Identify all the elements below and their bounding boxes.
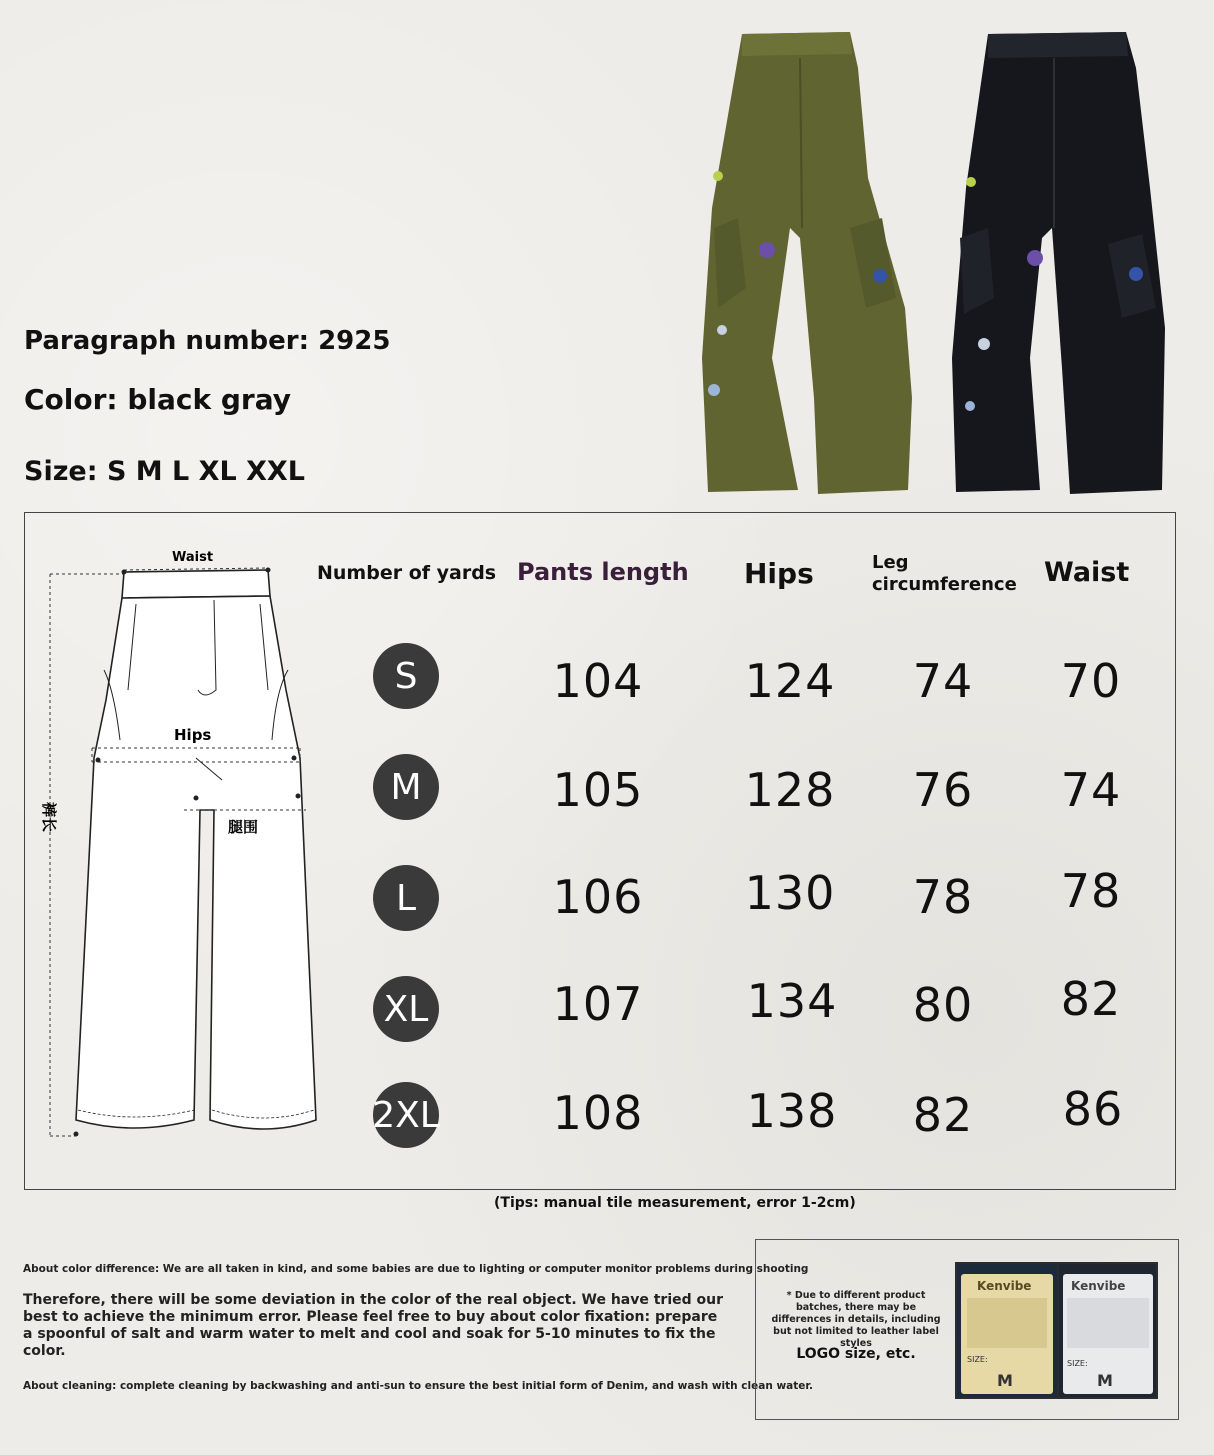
flower-icon [873,269,887,283]
flower-icon [965,401,975,411]
tan-care-label [961,1274,1053,1394]
color-difference-body: Therefore, there will be some deviation in the color of the real object. We have tried our best to achieve the minimum error. Please feel free to buy about color fixation: prepare a spoonful of salt and warm water to melt and cool and soak for 5-10 minutes to fix the color. [23,1292,724,1359]
header-hips: Hips [744,557,814,590]
waist-value: 82 [1060,972,1122,1026]
header-leg-line2: circumference [872,574,1017,595]
care-label-photo [955,1262,1158,1399]
length-value: 107 [552,977,644,1031]
label-logo-note: LOGO size, etc. [796,1346,916,1362]
header-leg-line1: Leg [872,552,909,573]
flower-icon [713,171,723,181]
length-value: 105 [552,763,644,817]
color-label: Color: [24,383,118,416]
length-value: 106 [552,870,644,924]
leg-value: 80 [912,978,974,1032]
leg-value: 78 [912,870,974,924]
flower-icon [966,177,976,187]
leg-value: 76 [912,763,974,817]
hips-value: 124 [744,654,836,708]
hips-value: 130 [744,866,836,920]
waist-value: 70 [1060,654,1122,708]
brand-text: Kenvibe [977,1279,1032,1293]
paragraph-label: Paragraph number: [24,326,309,356]
length-value: 108 [552,1086,644,1140]
size-badge-s: S [373,643,439,709]
label-info-box [755,1239,1179,1420]
color-info [24,383,291,416]
size-tag-label: SIZE: [1067,1359,1088,1368]
hips-value: 138 [746,1084,838,1138]
product-photo [690,28,1190,498]
color-difference-heading: About color difference: We are all taken in kind, and some babies are due to lighting or computer monitor problems during shooting [23,1263,809,1275]
olive-pants [702,32,912,494]
size-badge-2xl: 2XL [373,1082,439,1148]
flower-icon [717,325,727,335]
pants-diagram [24,540,324,1150]
size-tag-value: M [1097,1371,1113,1390]
size-value: S M L XL XXL [106,456,305,487]
length-value: 104 [552,654,644,708]
black-pants [952,32,1165,494]
header-length: Pants length [517,558,689,586]
size-badge-m: M [373,754,439,820]
header-leg [872,552,1017,596]
waist-value: 74 [1060,763,1122,817]
header-waist: Waist [1044,557,1130,588]
leg-value: 74 [912,654,974,708]
header-yards: Number of yards [317,562,497,584]
measurement-tips: (Tips: manual tile measurement, error 1-2cm) [494,1195,856,1211]
label-note: * Due to different product batches, there may be differences in details, including but not limited to leather label styles [771,1290,941,1349]
paragraph-number [24,326,390,356]
cleaning-note: About cleaning: complete cleaning by backwashing and anti-sun to ensure the best initial form of Denim, and wash with clean water. [23,1380,814,1392]
size-tag-label: SIZE: [967,1355,988,1364]
size-badge-l: L [373,865,439,931]
flower-icon [978,338,990,350]
hips-value: 134 [746,974,838,1028]
waist-label: Waist [172,550,214,565]
hips-value: 128 [744,763,836,817]
flower-icon [708,384,720,396]
white-care-label [1063,1274,1153,1394]
flower-icon [1027,250,1043,266]
hips-label: Hips [174,726,212,744]
brand-text: Kenvibe [1071,1279,1126,1293]
size-badge-xl: XL [373,976,439,1042]
waist-value: 78 [1060,864,1122,918]
leg-value: 82 [912,1088,974,1142]
color-value: black gray [127,383,292,416]
length-label: 裤长 [40,802,58,833]
flower-icon [1129,267,1143,281]
flower-icon [759,242,775,258]
size-tag-value: M [997,1371,1013,1390]
size-info [24,456,305,487]
size-label: Size: [24,456,98,487]
waist-value: 86 [1062,1082,1124,1136]
leg-label: 腿围 [228,818,259,836]
paragraph-value: 2925 [318,326,391,356]
